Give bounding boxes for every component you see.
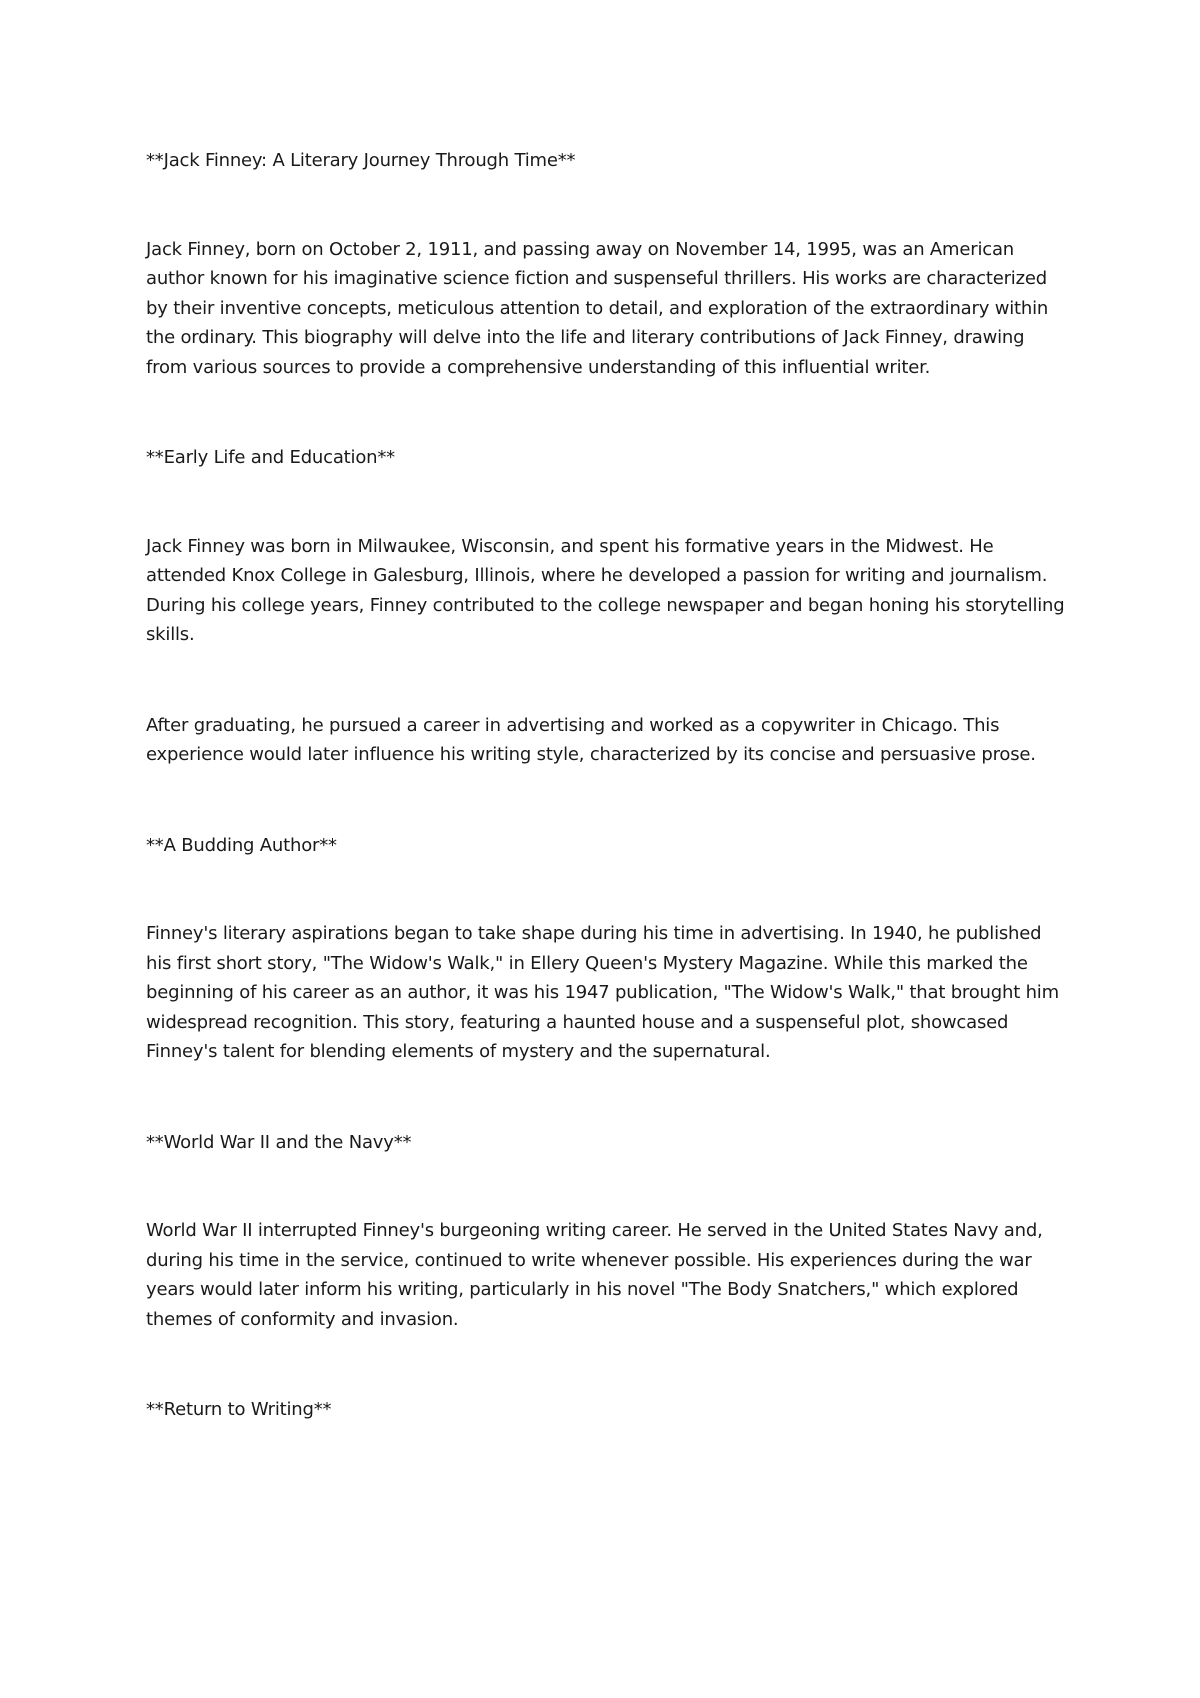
paragraph-budding-author-1: Finney's literary aspirations began to take shape during his time in advertising. In 1940, he published his first short story, "The Widow's Walk," in Ellery Queen's Mystery Magazine. While this marked the beginning of his career as an author, it was his 1947 publication, "The Widow's Walk," that brought him widespread recognition. This story, featuring a haunted house and a suspenseful plot, showcased Finney's talent for blending elements of mystery and the supernatural. xyxy=(146,923,1059,1062)
section-heading-world-war-ii: **World War II and the Navy** xyxy=(146,1131,412,1153)
section-heading-budding-author: **A Budding Author** xyxy=(146,834,337,856)
paragraph-early-life-2: After graduating, he pursued a career in advertising and worked as a copywriter in Chicago. This experience would later influence his writing style, characterized by its concise and persuasive prose. xyxy=(146,714,1036,765)
paragraph-early-life-1: Jack Finney was born in Milwaukee, Wisconsin, and spent his formative years in the Midwest. He attended Knox College in Galesburg, Illinois, where he developed a passion for writing and journalism. During his college years, Finney contributed to the college newspaper and began honing his storytelling skills. xyxy=(146,535,1065,645)
intro-paragraph: Jack Finney, born on October 2, 1911, and passing away on November 14, 1995, was an American author known for his imaginative science fiction and suspenseful thrillers. His works are characterized by their inventive concepts, meticulous attention to detail, and exploration of the extraordinary within the ordinary. This biography will delve into the life and literary contributions of Jack Finney, drawing from various sources to provide a comprehensive understanding of this influential writer. xyxy=(146,238,1049,378)
section-heading-return-to-writing: **Return to Writing** xyxy=(146,1399,332,1420)
document-title: **Jack Finney: A Literary Journey Through Time** xyxy=(146,150,576,171)
section-heading-early-life: **Early Life and Education** xyxy=(146,447,395,468)
document-body xyxy=(146,146,1066,1425)
paragraph-world-war-ii-1: World War II interrupted Finney's burgeoning writing career. He served in the United States Navy and, during his time in the service, continued to write whenever possible. His experiences during the war years would later inform his writing, particularly in his novel "The Body Snatchers," which explored themes of conformity and invasion. xyxy=(146,1220,1043,1330)
